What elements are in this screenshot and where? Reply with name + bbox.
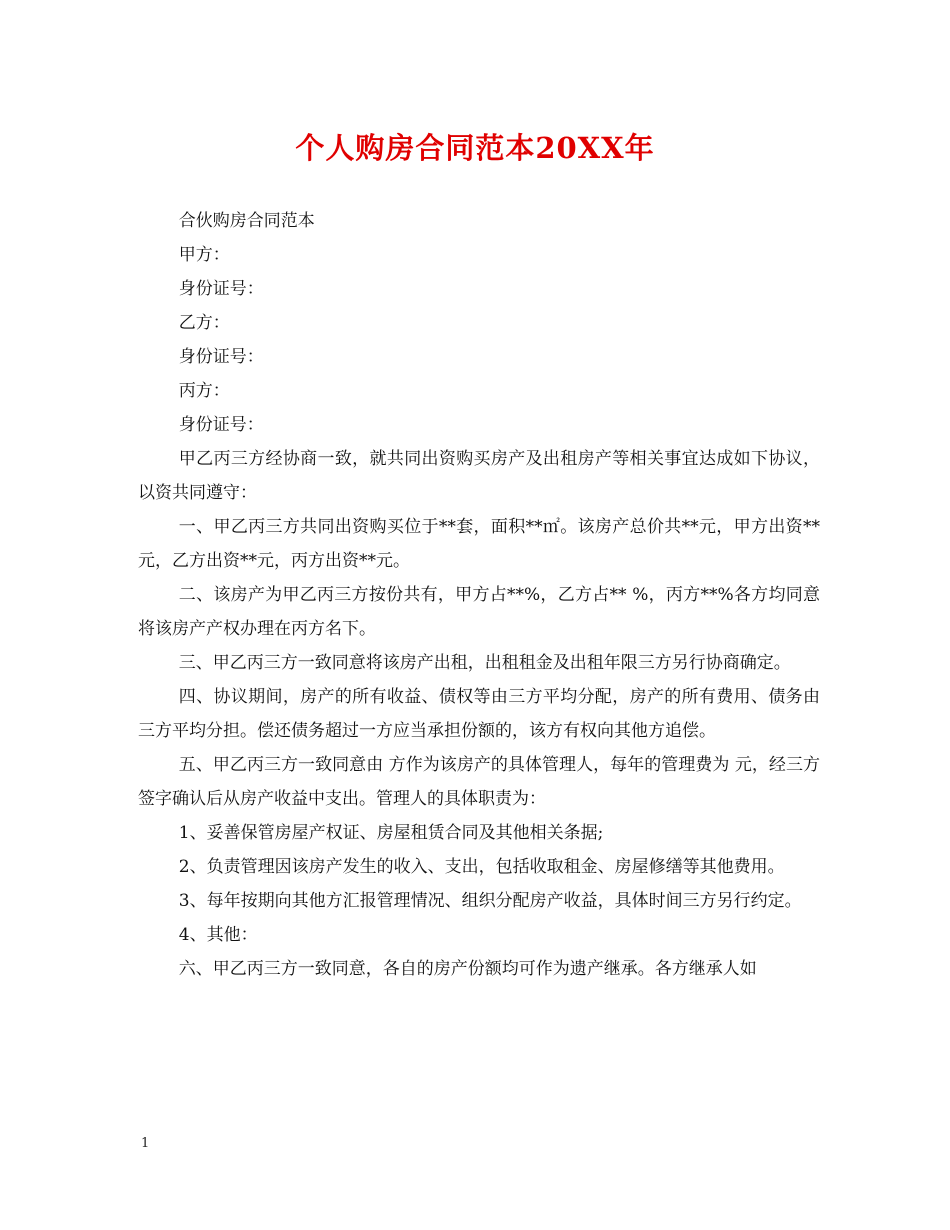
- document-body: [138, 204, 820, 986]
- paragraph: 二、该房产为甲乙丙三方按份共有，甲方占**%，乙方占** %，丙方**%各方均同意将该房产产权办理在丙方名下。: [138, 585, 820, 639]
- paragraph: 4、其他：: [178, 925, 258, 945]
- document-title: 个人购房合同范本20XX年: [295, 131, 655, 165]
- paragraph: 合伙购房合同范本: [178, 211, 315, 231]
- paragraph: 甲乙丙三方经协商一致，就共同出资购买房产及出租房产等相关事宜达成如下协议，以资共同遵守：: [138, 449, 820, 503]
- paragraph: 身份证号：: [178, 347, 264, 367]
- paragraph: 丙方：: [178, 381, 230, 401]
- paragraph: 1、妥善保管房屋产权证、房屋租赁合同及其他相关条据;: [178, 823, 604, 843]
- paragraph: 身份证号：: [178, 415, 264, 435]
- paragraph: 五、甲乙丙三方一致同意由 方作为该房产的具体管理人，每年的管理费为 元，经三方签字确认后从房产收益中支出。管理人的具体职责为：: [138, 755, 820, 809]
- paragraph: 甲方：: [178, 245, 230, 265]
- paragraph: 一、甲乙丙三方共同出资购买位于**套，面积**㎡。该房产总价共**元，甲方出资**元，乙方出资**元，丙方出资**元。: [138, 517, 820, 571]
- paragraph: 身份证号：: [178, 279, 264, 299]
- paragraph: 乙方：: [178, 313, 230, 333]
- paragraph: 六、甲乙丙三方一致同意，各自的房产份额均可作为遗产继承。各方继承人如: [178, 959, 757, 979]
- paragraph: 3、每年按期向其他方汇报管理情况、组织分配房产收益，具体时间三方另行约定。: [178, 891, 802, 911]
- paragraph: 三、甲乙丙三方一致同意将该房产出租，出租租金及出租年限三方另行协商确定。: [178, 653, 791, 673]
- paragraph: 2、负责管理因该房产发生的收入、支出，包括收取租金、房屋修缮等其他费用。: [178, 857, 785, 877]
- paragraph: 四、协议期间，房产的所有收益、债权等由三方平均分配，房产的所有费用、债务由三方平均分担。偿还债务超过一方应当承担份额的，该方有权向其他方追偿。: [138, 687, 820, 741]
- page-number: 1: [141, 1136, 150, 1151]
